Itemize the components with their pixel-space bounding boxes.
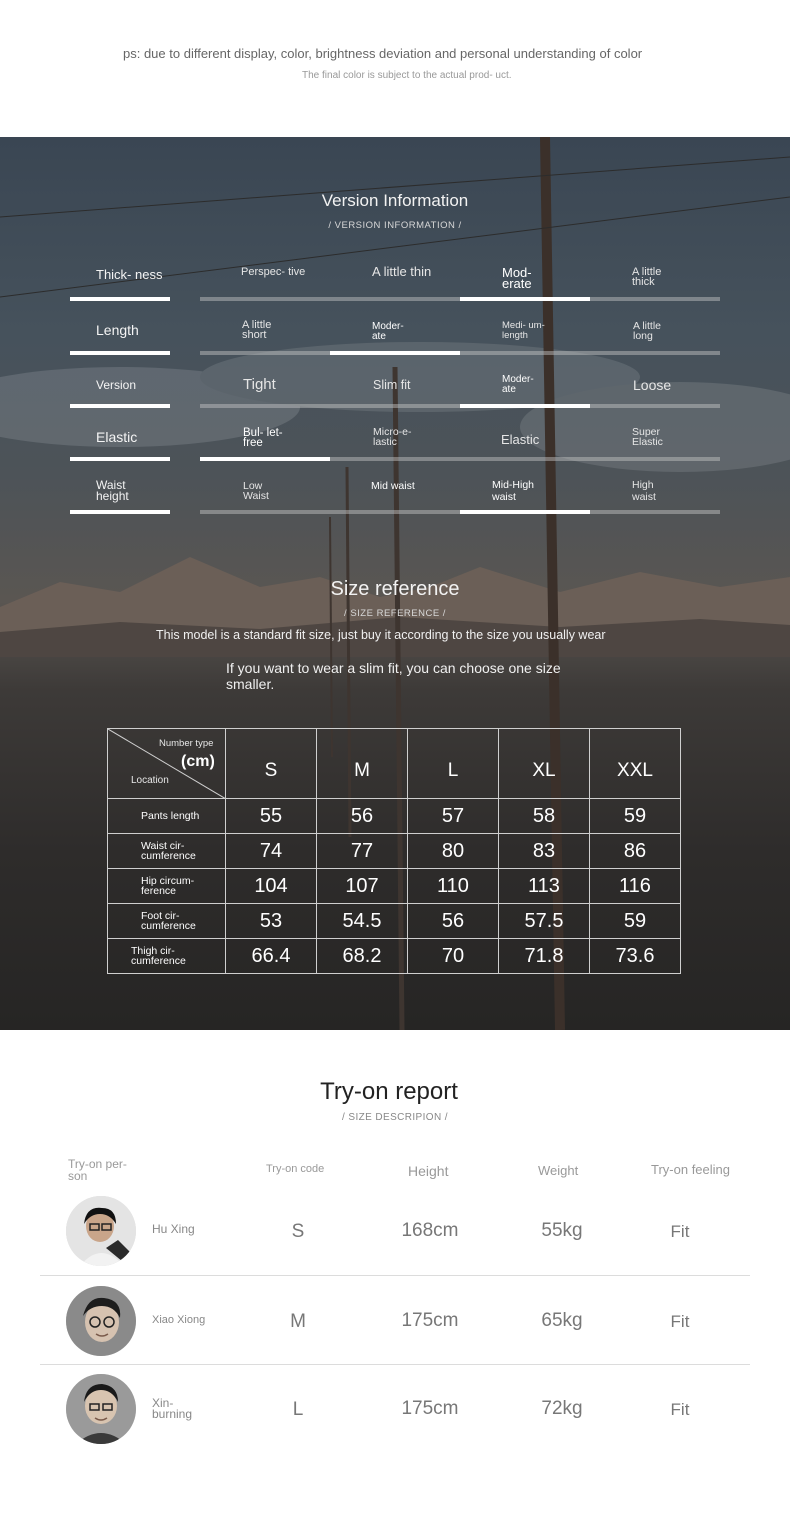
- table-cell: 68.2: [317, 939, 408, 974]
- person-name: Hu Xing: [152, 1222, 195, 1236]
- table-row: [108, 834, 681, 869]
- tryon-feeling: Fit: [670, 1222, 690, 1241]
- size-header-s: S: [226, 729, 317, 799]
- version-option: Mid waist: [371, 480, 415, 492]
- version-track: [200, 351, 720, 355]
- version-option: Slim fit: [373, 378, 411, 392]
- tryon-height: 175cm: [401, 1398, 459, 1419]
- avatar: [66, 1286, 136, 1356]
- version-title: Version Information: [321, 191, 469, 210]
- table-cell: 80: [408, 834, 499, 869]
- size-reference-title: Size reference: [330, 578, 460, 600]
- person-name: Xin- burning: [152, 1396, 193, 1421]
- color-disclaimer-detail: The final color is subject to the actual prod- uct.: [302, 70, 512, 81]
- tryon-weight: 55kg: [541, 1220, 583, 1241]
- table-row: [108, 799, 681, 834]
- version-subtitle: / VERSION INFORMATION /: [328, 220, 462, 231]
- table-cell: 59: [590, 904, 681, 939]
- table-cell: 56: [408, 904, 499, 939]
- version-row-bar: [70, 510, 170, 514]
- version-option-selected: Moder- ate: [502, 374, 534, 395]
- version-row-bar: [70, 351, 170, 355]
- header-code: Try-on code: [266, 1163, 325, 1175]
- table-cell: 83: [499, 834, 590, 869]
- version-option: Loose: [633, 377, 672, 393]
- table-cell: 107: [317, 869, 408, 904]
- version-row-label: Version: [96, 378, 137, 392]
- version-option: Micro-e- lastic: [373, 426, 412, 448]
- version-row-label: Waist height: [96, 478, 129, 503]
- version-row-bar: [70, 457, 170, 461]
- table-cell: 70: [408, 939, 499, 974]
- version-selected-bar: [330, 351, 460, 355]
- size-table: [107, 728, 681, 974]
- color-disclaimer: ps: due to different display, color, brightness deviation and personal understanding of color: [123, 46, 643, 61]
- version-track: [200, 404, 720, 408]
- size-header-xxl: XXL: [590, 729, 681, 799]
- tryon-subtitle: / SIZE DESCRIPION /: [342, 1112, 448, 1123]
- version-row-label: Length: [96, 322, 139, 338]
- tryon-feeling: Fit: [670, 1400, 690, 1419]
- person-portrait-icon: [66, 1286, 136, 1356]
- version-track: [200, 510, 720, 514]
- tryon-height: 175cm: [401, 1310, 459, 1331]
- tryon-weight: 72kg: [541, 1398, 583, 1419]
- table-cell: 66.4: [226, 939, 317, 974]
- version-selected-bar: [460, 404, 590, 408]
- tryon-title: Try-on report: [320, 1078, 458, 1105]
- size-slim-advice-text: If you want to wear a slim fit, you can choose one size smaller.: [226, 660, 561, 692]
- row-label-thigh: Thigh cir- cumference: [108, 939, 226, 974]
- tryon-code: L: [292, 1399, 304, 1420]
- row-label-waist: Waist cir- cumference: [108, 834, 226, 869]
- tryon-code: S: [291, 1221, 305, 1242]
- table-cell: 77: [317, 834, 408, 869]
- corner-location: Location: [131, 775, 169, 786]
- version-option: Medi- um-length: [502, 320, 545, 341]
- table-cell: 58: [499, 799, 590, 834]
- table-row: [108, 869, 681, 904]
- version-option: A little short: [242, 319, 272, 341]
- row-label-pants-length: Pants length: [108, 799, 226, 834]
- version-option: Low Waist: [243, 480, 269, 502]
- table-cell: 71.8: [499, 939, 590, 974]
- table-cell: 74: [226, 834, 317, 869]
- table-row: [108, 904, 681, 939]
- version-selected-bar: [200, 457, 330, 461]
- size-table-corner: [108, 729, 226, 799]
- size-advice-text: This model is a standard fit size, just buy it according to the size you usually wear: [156, 628, 606, 642]
- size-header-m: M: [317, 729, 408, 799]
- corner-number-type: Number type: [159, 738, 214, 749]
- table-cell: 57: [408, 799, 499, 834]
- version-option: High waist: [632, 479, 656, 503]
- table-cell: 59: [590, 799, 681, 834]
- table-cell: 110: [408, 869, 499, 904]
- tryon-feeling: Fit: [670, 1312, 690, 1331]
- version-option: A little thick: [632, 266, 662, 288]
- version-selected-bar: [460, 510, 590, 514]
- version-option: Perspec- tive: [241, 266, 306, 278]
- table-cell: 104: [226, 869, 317, 904]
- table-row: [108, 939, 681, 974]
- version-option-selected: Mid-High waist: [492, 479, 535, 503]
- person-portrait-icon: [66, 1196, 136, 1266]
- row-label-foot: Foot cir- cumference: [108, 904, 226, 939]
- version-option-selected: Bul- let-free: [243, 427, 283, 449]
- row-label-hip: Hip circum- ference: [108, 869, 226, 904]
- version-size-section: [0, 137, 790, 1030]
- table-cell: 113: [499, 869, 590, 904]
- version-row-label: Elastic: [96, 429, 138, 445]
- version-row-bar: [70, 297, 170, 301]
- tryon-weight: 65kg: [541, 1310, 583, 1331]
- size-header-xl: XL: [499, 729, 590, 799]
- table-cell: 73.6: [590, 939, 681, 974]
- version-option-selected: Moder- ate: [372, 321, 404, 342]
- version-track: [200, 457, 720, 461]
- row-divider: [40, 1275, 750, 1276]
- size-table-header-row: [108, 729, 681, 799]
- corner-unit: (cm): [181, 753, 215, 770]
- version-row-bar: [70, 404, 170, 408]
- tryon-height: 168cm: [401, 1220, 459, 1241]
- size-header-l: L: [408, 729, 499, 799]
- header-feeling: Try-on feeling: [651, 1162, 730, 1177]
- header-weight: Weight: [538, 1163, 579, 1178]
- table-cell: 54.5: [317, 904, 408, 939]
- avatar: [66, 1196, 136, 1266]
- tryon-code: M: [290, 1311, 306, 1332]
- version-row-label: Thick- ness: [96, 267, 163, 282]
- row-divider: [40, 1364, 750, 1365]
- table-cell: 116: [590, 869, 681, 904]
- version-option: A little long: [633, 320, 662, 342]
- header-person: Try-on per- son: [68, 1157, 127, 1183]
- table-cell: 56: [317, 799, 408, 834]
- size-reference-subtitle: / SIZE REFERENCE /: [344, 608, 446, 619]
- table-cell: 53: [226, 904, 317, 939]
- avatar: [66, 1374, 136, 1444]
- header-height: Height: [408, 1163, 449, 1179]
- version-track: [200, 297, 720, 301]
- version-option: Super Elastic: [632, 426, 663, 448]
- version-option: Elastic: [501, 432, 540, 447]
- person-name: Xiao Xiong: [152, 1314, 206, 1326]
- version-option-selected: Mod- erate: [502, 265, 532, 291]
- table-cell: 86: [590, 834, 681, 869]
- version-selected-bar: [460, 297, 590, 301]
- version-option: Tight: [243, 376, 276, 393]
- version-option: A little thin: [372, 264, 432, 279]
- table-cell: 55: [226, 799, 317, 834]
- person-portrait-icon: [66, 1374, 136, 1444]
- table-cell: 57.5: [499, 904, 590, 939]
